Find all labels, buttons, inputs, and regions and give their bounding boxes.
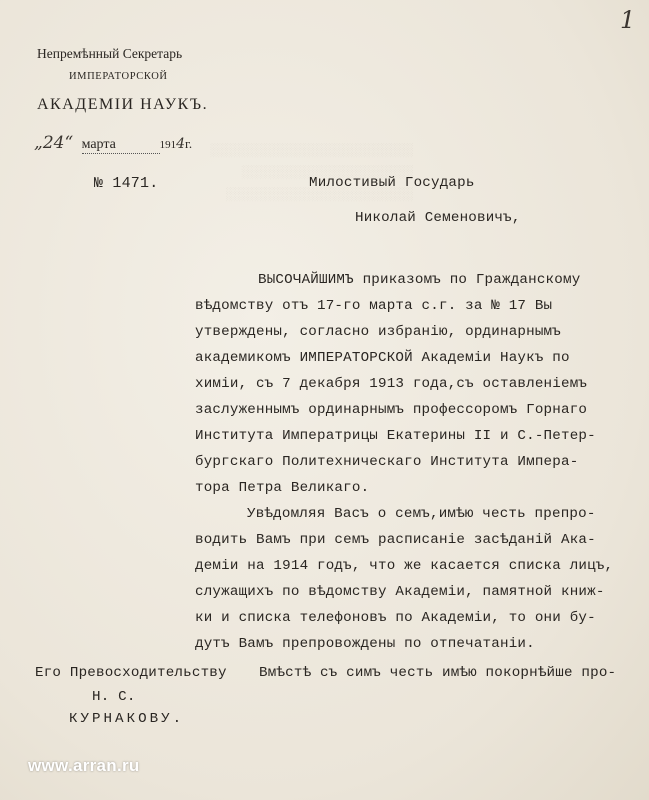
paragraph1-line: тора Петра Великаго. bbox=[195, 480, 370, 496]
paragraph2-line: дутъ Вамъ препровождены по отпечатаніи. bbox=[195, 636, 535, 652]
paragraph1-line: ВЫСОЧАЙШИМЪ приказомъ по Гражданскому bbox=[258, 272, 581, 288]
date-year-suffix: 4 bbox=[176, 136, 185, 152]
date-open-quote: „ bbox=[34, 133, 43, 153]
paragraph3-line: Вмѣстѣ съ симъ честь имѣю покорнѣйше про- bbox=[259, 665, 617, 681]
paragraph1-line: бургскаго Политехническаго Института Импера- bbox=[195, 454, 579, 470]
addressee-surname: КУРНАКОВУ. bbox=[69, 711, 185, 727]
paragraph2-line: служащихъ по вѣдомству Академіи, памятной книж- bbox=[195, 584, 605, 600]
letterhead-subtitle: ИМПЕРАТОРСКОЙ bbox=[69, 71, 168, 82]
bleed-through-text: ░░░░░░░░░░░░░░░░░░░░░░░░░░ ░░░░░░░░░░░░░░░░░░░░░░ ░░░░░░░░░░░░░░░░░░░░░░░░ bbox=[210, 143, 413, 202]
paragraph1-line: заслуженнымъ ординарнымъ профессоромъ Горнаго bbox=[195, 402, 588, 418]
salutation-line1: Милостивый Государь bbox=[309, 175, 475, 191]
paragraph1-line: академикомъ ИМПЕРАТОРСКОЙ Академіи Наукъ по bbox=[195, 350, 570, 366]
addressee-initials: Н. С. bbox=[92, 689, 136, 705]
paragraph1-line: вѣдомству отъ 17-го марта с.г. за № 17 Вы bbox=[195, 298, 553, 314]
letterhead-academy: АКАДЕМІИ НАУКЪ. bbox=[37, 96, 209, 113]
paragraph1-line: химіи, съ 7 декабря 1913 года,съ оставленіемъ bbox=[195, 376, 588, 392]
paragraph2-line: ки и списка телефоновъ по Академіи, то они бу- bbox=[195, 610, 596, 626]
paragraph2-line: деміи на 1914 годъ, что же касается списка лицъ, bbox=[195, 558, 614, 574]
paragraph2-line: Увѣдомляя Васъ о семъ,имѣю честь препро- bbox=[247, 506, 596, 522]
page-number: 1 bbox=[620, 6, 636, 34]
date-close-quote: “ bbox=[64, 133, 74, 153]
letterhead-title: Непремѣнный Секретарь bbox=[37, 46, 183, 61]
date-line bbox=[34, 133, 192, 154]
date-month: марта bbox=[82, 137, 160, 154]
outgoing-number: № 1471. bbox=[94, 175, 159, 192]
site-watermark: www.arran.ru bbox=[28, 756, 140, 775]
date-day: 24 bbox=[42, 133, 65, 153]
salutation-line2: Николай Семеновичъ, bbox=[355, 210, 521, 226]
paragraph1-line: утверждены, согласно избранію, ординарнымъ bbox=[195, 324, 561, 340]
paragraph1-line: Института Императрицы Екатерины II и С.-Петер- bbox=[195, 428, 596, 444]
date-year-end: г. bbox=[184, 136, 193, 151]
addressee-title: Его Превосходительству bbox=[35, 665, 227, 681]
date-year-prefix: 191 bbox=[159, 139, 177, 151]
paragraph2-line: водить Вамъ при семъ расписаніе засѣданій Ака- bbox=[195, 532, 596, 548]
